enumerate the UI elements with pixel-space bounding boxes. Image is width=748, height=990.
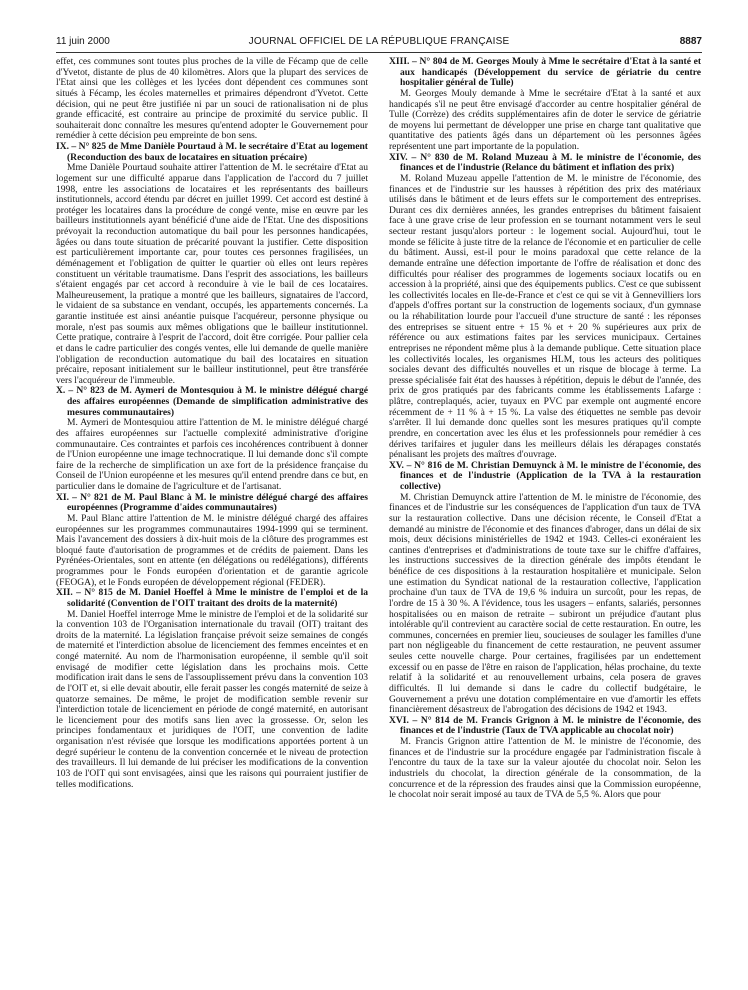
question-title: N° 821 de M. Paul Blanc à M. le ministre délégué chargé des affaires européennes (Programme d'aides communautaires) (67, 491, 368, 514)
question-body: M. Francis Grignon attire l'attention de M. le ministre de l'économie, des finances et de l'industrie sur la procédure engagée par l'administration fiscale à l'encontre du taux de la taxe sur la valeur ajoutée du chocolat noir. Selon les industriels du chocolat, la direction générale de la consommation, de la concurrence et de la répression des fraudes ainsi que la Commission européenne, le chocolat noir serait imposé au taux de TVA de 5,5 %. Alors que pour (389, 736, 701, 801)
question-label: XIV. – (389, 151, 417, 163)
question-body: M. Georges Mouly demande à Mme le secrétaire d'Etat à la santé et aux handicapés s'il ne peut être envisagé d'accorder au centre hospitalier général de Tulle (Corrèze) des crédits supplémentaires afin de doter le service de gériatrie de moyens lui permettant de développer une prise en charge tant qualitative que quantitative des patients âgés dans un département où les personnes âgées représentent une part importante de la population. (389, 87, 701, 152)
question-title: N° 823 de M. Aymeri de Montesquiou à M. le ministre délégué chargé des affaires européennes (Demande de simplification administrative des mesures communautaires) (67, 385, 368, 418)
question-label: XVI. – (389, 714, 418, 726)
question-body: M. Roland Muzeau appelle l'attention de M. le ministre de l'économie, des finances et de l'industrie sur les hausses à répétition des prix des matériaux utilisés dans le bâtiment et de leurs effets sur le comportement des entreprises. Durant ces dix dernières années, les grandes entreprises du bâtiment faisaient face à une grave crise de leur profession en se tournant notamment vers le seul secteur restant jusqu'alors porteur : le logement social. Aujourd'hui, tout le monde se félicite à juste titre de la relance de l'économie et en particulier de celle du bâtiment. Aussi, est-il pour le moins paradoxal que cette relance de la demande entraîne une défection importante de l'offre de réalisation et donc des difficultés pour réaliser des programmes de logements sociaux locatifs ou en accession à la propriété, ainsi que des équipements publics. C'est ce que subissent les collectivités locales en Ile-de-France et c'est ce qui se vit à Gennevilliers lors d'appels d'offres portant sur la construction de logements sociaux, d'un gymnase ou la réhabilitation lourde pour l'accueil d'une structure de santé : les réponses des entreprises se situent entre + 15 % et + 20 % supérieures aux prix de référence ou aux estimations faites par les services municipaux. Certaines entreprises ne répondent même plus à la demande publique. Cette situation place les collectivités locales, les organismes HLM, tous les acteurs des politiques sociales devant des difficultés nouvelles et un risque de blocage à terme. La presse spécialisée fait état des hausses à répétition, depuis le début de l'année, des prix de gros pratiqués par des fabricants comme les établissements Lafarge : plâtre, contreplaqués, acier, tuyaux en PVC par exemple ont augmenté encore récemment de + 11 % à + 15 %. La valse des étiquettes ne semble pas devoir s'arrêter. Il lui demande donc quelles sont les mesures pratiques qu'il compte prendre, en concertation avec les élus et les professionnels pour remédier à ces dérives tarifaires et juguler dans les meilleurs délais les dérapages constatés pénalisant les projets des maîtres d'ouvrage. (389, 172, 701, 461)
question-x (56, 386, 368, 492)
question-label: X. – (56, 385, 74, 397)
header-date: 11 juin 2000 (56, 36, 110, 47)
question-xv (389, 461, 701, 716)
question-xvi (389, 716, 701, 801)
question-heading (56, 386, 368, 418)
question-title: N° 804 de M. Georges Mouly à Mme le secrétaire d'Etat à la santé et aux handicapés (Développement du service de gériatrie du centre hospitalier général de Tulle) (400, 57, 701, 89)
left-column (56, 57, 368, 977)
question-label: XV. – (389, 459, 412, 471)
question-heading (389, 461, 701, 493)
header-rule (56, 52, 702, 53)
question-title: N° 825 de Mme Danièle Pourtaud à M. le secrétaire d'Etat au logement (Reconduction des baux de locataires en situation précaire) (67, 141, 368, 163)
question-body: M. Daniel Hoeffel interroge Mme le ministre de l'emploi et de la solidarité sur la convention 103 de l'Organisation internationale du travail (OIT) traitant des droits de la maternité. La législation française prévoit seize semaines de congés de maternité et l'interdiction absolue de licenciement des femmes enceintes et en congé maternité. Au nom de l'harmonisation européenne, il semble qu'il soit envisagé de modifier cette législation dans les prochains mois. Cette modification irait dans le sens de l'assouplissement prévu dans la convention 103 de l'OIT et, si elle devait aboutir, elle ferait passer les congés maternité de seize à quatorze semaines. De même, le projet de modification semble revenir sur l'interdiction totale de licenciement en période de congé maternité, en autorisant le licenciement pour des motifs sans lien avec la grossesse. Or, selon les principes fondamentaux et juridiques de l'OIT, une convention de ladite organisation n'est révisée que lorsque les modifications apportées portent à un degré supérieur le contenu de la convention concernée et le niveau de protection des travailleurs. Il lui demande de lui préciser les modifications de la convention 103 de l'OIT qui sont envisagées, ainsi que les raisons qui pourraient justifier de telles modifications. (56, 608, 368, 790)
question-label: XIII. – (389, 57, 417, 67)
question-xi (56, 493, 368, 589)
question-title: N° 815 de M. Daniel Hoeffel à Mme le ministre de l'emploi et de la solidarité (Convention de l'OIT traitant des droits de la maternité) (67, 587, 368, 609)
question-xiv (389, 153, 701, 461)
question-heading (389, 57, 701, 89)
header-page-number: 8887 (679, 36, 702, 47)
question-body: M. Christian Demuynck attire l'attention de M. le ministre de l'économie, des finances et de l'industrie sur les conséquences de l'application d'un taux de TVA sur la restauration collective. Dans une décision récente, le Conseil d'Etat a demandé au ministre de l'économie et des finances d'abroger, dans un délai de six mois, deux décisions ministérielles de 1942 et 1943. Celles-ci exonéraient les cantines d'entreprises et d'administrations de toute taxe sur le chiffre d'affaires, les instructions successives de la direction générale des impôts étendant le bénéfice de ces dispositions à la restauration hospitalière et municipale. Selon une estimation du Syndicat national de la restauration collective, l'application prochaine d'un taux de TVA de 19,6 % induira un surcoût, pour les repas, de l'ordre de 15 à 30 %. A l'évidence, tous les usagers – enfants, salariés, personnes hospitalisées ou en maison de retraite – subiront un préjudice d'autant plus intolérable qu'il contrevient au caractère social de cette restauration. En outre, les communes, concernées en premier lieu, soucieuses de soulager les familles d'une part non négligeable du financement de cette restauration, ne peuvent assumer seules cette nouvelle charge. Pour certaines, fragilisées par un endettement excessif ou en passe de l'être en raison de l'application, hélas prochaine, du texte relatif à la solidarité et au renouvellement urbains, cela posera de graves difficultés. Il lui demande si dans le cadre du collectif budgétaire, le Gouvernement a prévu une dotation complémentaire en vue d'amortir les effets financièrement désastreux de l'abrogation des décisions de 1942 et 1943. (389, 491, 701, 716)
question-heading (56, 588, 368, 609)
question-heading (56, 142, 368, 163)
question-ix (56, 142, 368, 386)
question-label: XII. – (56, 587, 81, 599)
question-heading (56, 493, 368, 514)
question-label: XI. – (56, 491, 77, 503)
question-xii (56, 588, 368, 790)
question-title: N° 816 de M. Christian Demuynck à M. le ministre de l'économie, des finances et de l'industrie (Application de la TVA à la restauration collective) (400, 459, 701, 492)
intro-paragraph: effet, ces communes sont toutes plus proches de la ville de Fécamp que de celle d'Yvetot, distante de plus de 40 kilomètres. Alors que la plupart des services de l'Etat ainsi que les collèges et les lycées dont dépendent ces communes sont situés à Fécamp, les écoles maternelles et primaires dépendront d'Yvetot. Cette décision, qui ne peut être justifiée ni par un souci de rationalisation ni de plus grande efficacité, est contraire au principe de proximité du service public. Il souhaiterait donc connaître les mesures qu'entend adopter le Gouvernement pour remédier à cette décision peu empreinte de bon sens. (56, 57, 368, 142)
question-heading (389, 716, 701, 737)
question-body: Mme Danièle Pourtaud souhaite attirer l'attention de M. le secrétaire d'Etat au logement sur une difficulté apparue dans l'application de l'accord du 7 juillet 1998, entre les associations de locataires et les représentants des bailleurs institutionnels, accord étendu par décret en juillet 1999. Cet accord est destiné à protéger les locataires dans la procédure de congé vente, mise en œuvre par les bailleurs institutionnels ayant bénéficié d'une aide de l'Etat. Une des dispositions prévoyait la reconduction automatique du bail pour les personnes handicapées, âgées ou dans toute situation de précarité pouvant la justifier. Cette disposition est particulièrement importante car, pour toutes ces personnes fragilisées, un déménagement et l'obligation de quitter le quartier où elles ont leurs repères constituent un véritable traumatisme. Dans l'esprit des associations, les bailleurs s'étaient engagés par cet accord à reconduire à vie le bail de ces locataires. Malheureusement, la pratique a montré que les bailleurs, signataires de l'accord, le vidaient de sa substance en vendant, occupés, les appartements concernés. La garantie instituée est ainsi anéantie puisque l'acquéreur, personne physique ou morale, n'est pas soumis aux mêmes obligations que le bailleur institutionnel. Cette pratique, contraire à l'esprit de l'accord, doit être corrigée. Pour pallier cela et dans le cadre particulier des congés ventes, elle lui demande de quelle manière l'obligation de reconduction automatique du bail des locataires en situation précaire, reposant initialement sur le bailleur institutionnel, peut être transférée vers l'acquéreur de l'immeuble. (56, 162, 368, 386)
header-journal-title: JOURNAL OFFICIEL DE LA RÉPUBLIQUE FRANÇAISE (248, 36, 510, 47)
question-body: M. Paul Blanc attire l'attention de M. le ministre délégué chargé des affaires européennes sur les programmes communautaires 1994-1999 qui se terminent. Mais l'avancement des dossiers à dix-huit mois de la clôture des programmes est bloqué faute d'autorisation de programmes et de crédits de paiement. Dans les Pyrénées-Orientales, sont en attente (en délégations ou redélégations), différents programmes pour le Fonds européen d'orientation et de garantie agricole (FEOGA), et le Fonds européen de développement régional (FEDER). (56, 512, 368, 588)
question-label: IX. – (56, 141, 77, 152)
question-heading (389, 153, 701, 174)
question-title: N° 830 de M. Roland Muzeau à M. le ministre de l'économie, des finances et de l'industrie (Relance du bâtiment et inflation des prix) (400, 151, 701, 174)
page-header (56, 36, 702, 52)
question-xiii (389, 57, 701, 153)
question-title: N° 814 de M. Francis Grignon à M. le ministre de l'économie, des finances et de l'industrie (Taux de TVA applicable au chocolat noir) (400, 714, 701, 737)
right-column (389, 57, 701, 977)
question-body: M. Aymeri de Montesquiou attire l'attention de M. le ministre délégué chargé des affaires européennes sur l'actuelle complexité administrative d'origine communautaire. Ces contraintes et parfois ces incohérences contribuent à donner de l'Union européenne une image technocratique. Il lui demande donc s'il compte faire de la recherche de simplification un axe fort de la présidence française du Conseil de l'Union européenne et les mesures qu'il entend prendre dans ce but, en particulier dans le domaine de l'agriculture et de l'artisanat. (56, 417, 368, 492)
